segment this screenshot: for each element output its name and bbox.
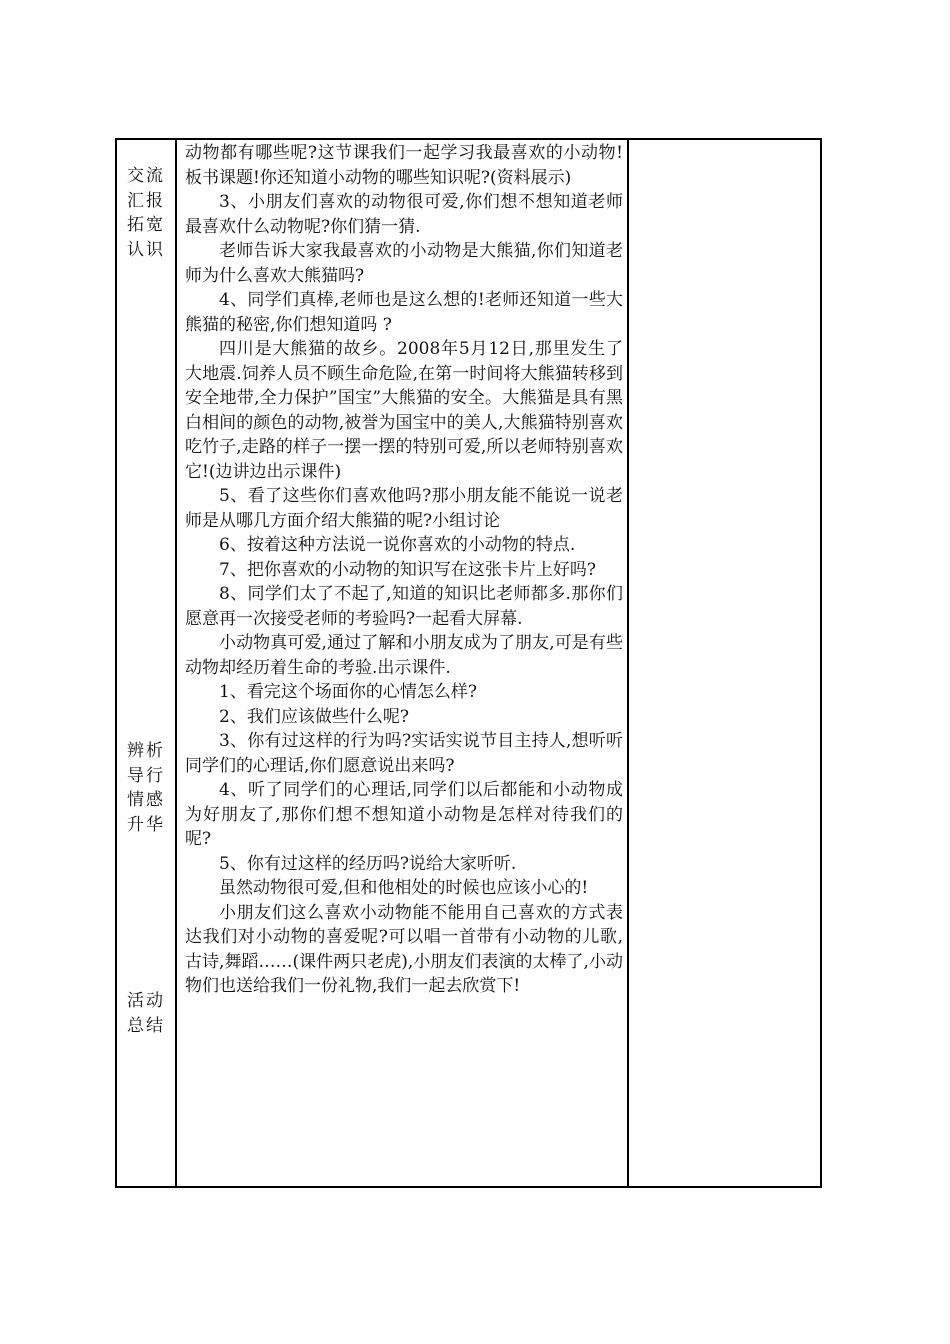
paragraph: 4、听了同学们的心理话,同学们以后都能和小动物成为好朋友了,那你们想不想知道小动物是怎样对待我们的呢?	[185, 780, 623, 849]
teaching-content	[177, 140, 627, 999]
paragraph: 3、小朋友们喜欢的动物很可爱,你们想不想知道老师最喜欢什么动物呢?你们猜一猜.	[185, 192, 623, 237]
paragraph: 动物都有哪些呢?这节课我们一起学习我最喜欢的小动物!板书课题!你还知道小动物的哪些知识呢?(资料展示)	[185, 143, 623, 188]
stage-label-exchange	[117, 164, 175, 262]
paragraph: 5、你有过这样的经历吗?说给大家听听.	[219, 853, 517, 874]
stage-label-line: 活动	[127, 991, 165, 1011]
paragraph: 8、同学们太了不起了,知道的知识比老师都多.那你们愿意再一次接受老师的考验吗?一起看大屏幕.	[185, 584, 623, 629]
stage-label-line: 导行	[127, 765, 165, 786]
paragraph: 6、按着这种方法说一说你喜欢的小动物的特点.	[219, 535, 576, 555]
paragraph: 7、把你喜欢的小动物的知识写在这张卡片上好吗?	[219, 559, 596, 580]
teaching-content-column	[176, 139, 628, 1187]
paragraph: 小动物真可爱,通过了解和小朋友成为了朋友,可是有些动物却经历着生命的考验.出示课件.	[185, 633, 623, 678]
paragraph: 2、我们应该做些什么呢?	[219, 706, 409, 727]
stage-label-line: 拓宽	[127, 215, 165, 235]
lesson-table	[115, 138, 822, 1188]
stage-label-line: 情感	[127, 790, 165, 810]
stage-label-analyze	[117, 739, 175, 837]
paragraph: 5、看了这些你们喜欢他吗?那小朋友能不能说一说老师是从哪几方面介绍大熊猫的呢?小组讨论	[185, 486, 623, 531]
paragraph: 老师告诉大家我最喜欢的小动物是大熊猫,你们知道老师为什么喜欢大熊猫吗?	[185, 241, 623, 286]
stage-label-summary	[117, 989, 175, 1038]
stage-label-line: 辨析	[127, 741, 165, 761]
stage-label-column	[116, 139, 176, 1187]
stage-label-line: 交流	[127, 166, 165, 186]
paragraph: 1、看完这个场面你的心情怎么样?	[219, 682, 477, 702]
paragraph: 小朋友们这么喜欢小动物能不能用自己喜欢的方式表达我们对小动物的喜爱呢?可以唱一首带有小动物的儿歌,古诗,舞蹈……(课件两只老虎),小朋友们表演的太棒了,小动物们也送给我们一份礼物,我们一起去欣赏下!	[185, 902, 623, 996]
stage-label-line: 升华	[127, 814, 165, 835]
stage-label-line: 认识	[127, 239, 165, 260]
stage-label-line: 总结	[127, 1015, 165, 1036]
paragraph: 虽然动物很可爱,但和他相处的时候也应该小心的!	[219, 878, 589, 898]
paragraph: 4、同学们真棒,老师也是这么想的!老师还知道一些大熊猫的秘密,你们想知道吗 ?	[185, 290, 623, 335]
table-row	[116, 139, 821, 1187]
notes-column	[628, 139, 821, 1187]
paragraph: 3、你有过这样的行为吗?实话实说节目主持人,想听听同学们的心理话,你们愿意说出来吗?	[185, 731, 623, 776]
paragraph: 四川是大熊猫的故乡。2008年5月12日,那里发生了大地震.饲养人员不顾生命危险,在第一时间将大熊猫转移到安全地带,全力保护”国宝”大熊猫的安全。大熊猫是具有黑白相间的颜色的动物,被誉为国宝中的美人,大熊猫特别喜欢吃竹子,走路的样子一摆一摆的特别可爱,所以老师特别喜欢它!(边讲边出示课件)	[185, 339, 623, 482]
stage-label-line: 汇报	[127, 190, 165, 211]
